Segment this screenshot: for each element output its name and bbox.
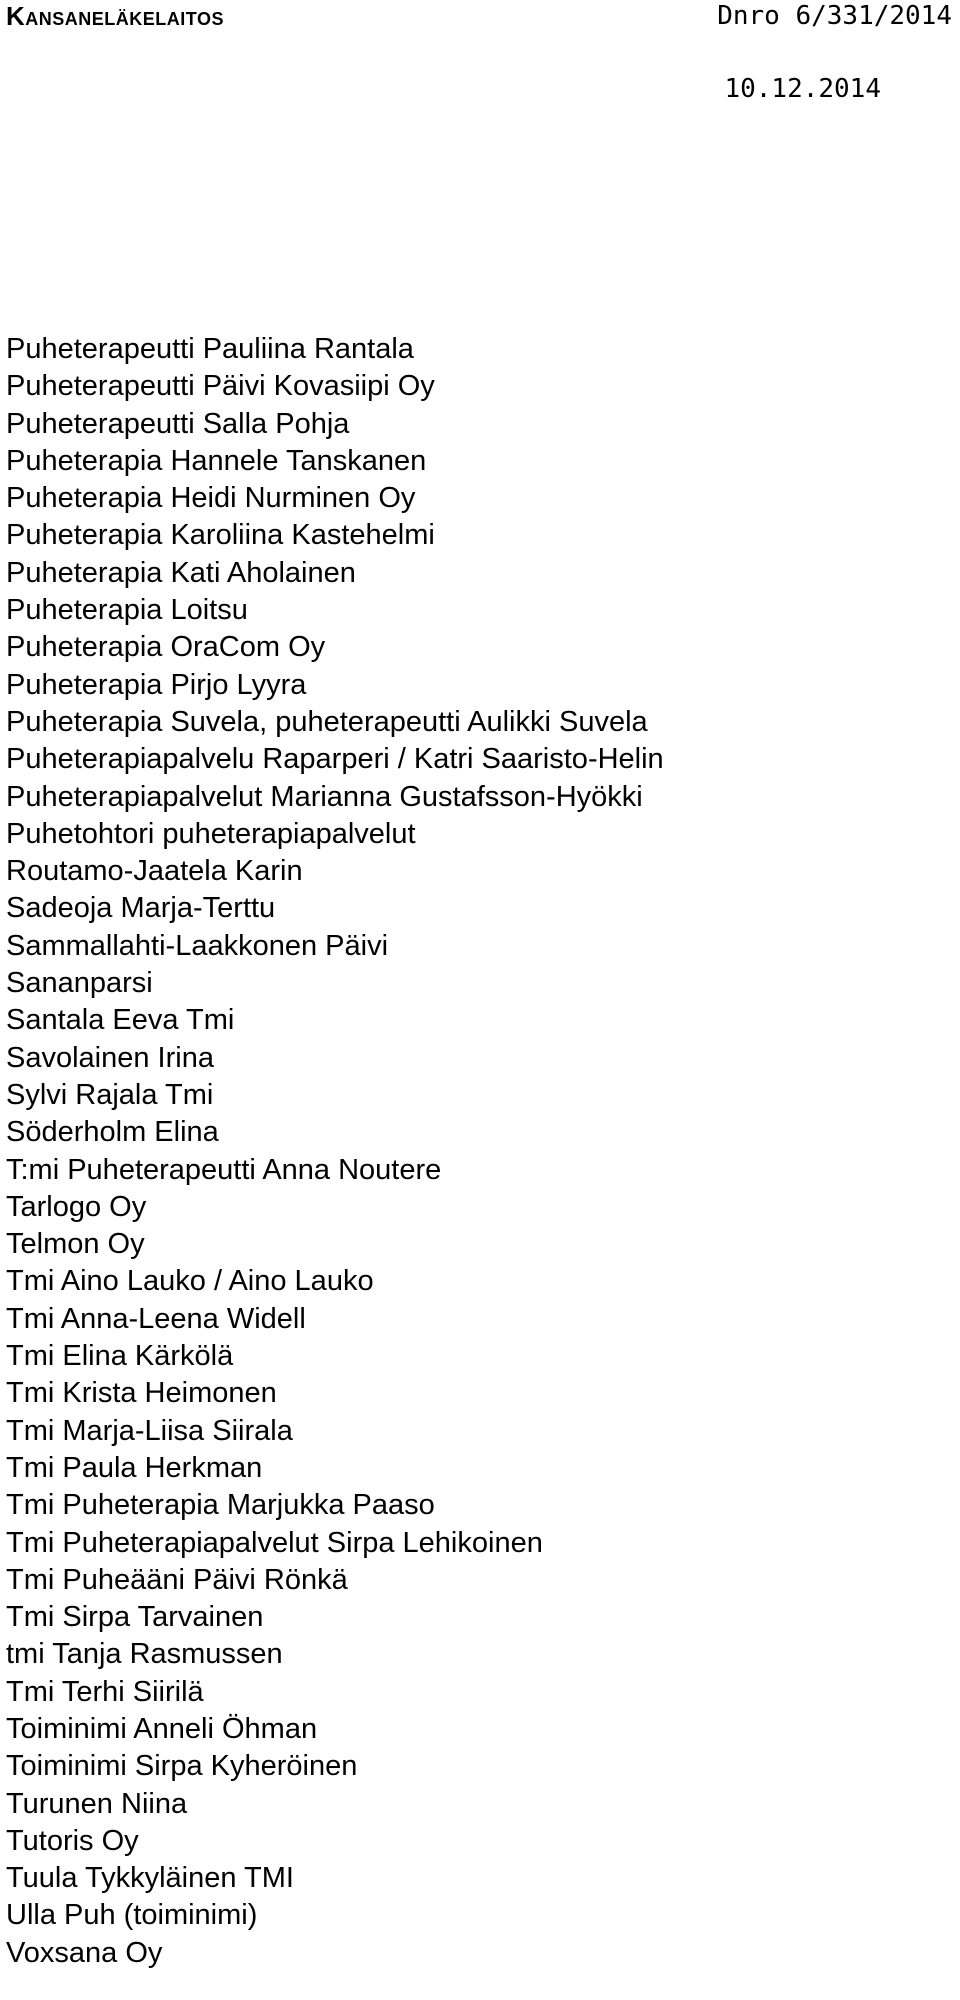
list-item: Tarlogo Oy (6, 1190, 147, 1223)
list-item: Tmi Elina Kärkölä (6, 1340, 234, 1373)
list-item: Tmi Paula Herkman (6, 1451, 263, 1484)
list-item: Tmi Sirpa Tarvainen (6, 1601, 264, 1634)
list-item: Puheterapia Suvela, puheterapeutti Aulikki Suvela (6, 705, 648, 738)
list-item: Tutoris Oy (6, 1824, 139, 1857)
list-item: Tmi Krista Heimonen (6, 1377, 277, 1410)
list-item: Toiminimi Anneli Öhman (6, 1712, 318, 1745)
list-item: Tmi Terhi Siirilä (6, 1675, 204, 1708)
list-item: Voxsana Oy (6, 1936, 163, 1969)
list-item: Ulla Puh (toiminimi) (6, 1899, 258, 1932)
list-item: Puhetohtori puheterapiapalvelut (6, 817, 416, 850)
list-item: Sammallahti-Laakkonen Päivi (6, 929, 389, 962)
list-item: Savolainen Irina (6, 1041, 214, 1074)
list-item: Puheterapeutti Pauliina Rantala (6, 333, 414, 365)
list-item: Puheterapia Karoliina Kastehelmi (6, 519, 435, 552)
list-item: Tmi Puheääni Päivi Rönkä (6, 1563, 348, 1596)
organization-name: Kansaneläkelaitos (6, 1, 224, 31)
list-item: Puheterapia OraCom Oy (6, 631, 326, 664)
list-item: Tmi Puheterapia Marjukka Paaso (6, 1489, 435, 1522)
list-item: Routamo-Jaatela Karin (6, 855, 303, 888)
list-item: tmi Tanja Rasmussen (6, 1638, 283, 1671)
list-item: Puheterapiapalvelut Marianna Gustafsson-Hyökki (6, 780, 643, 813)
document-number: Dnro 6/331/2014 (717, 1, 952, 31)
list-item: Santala Eeva Tmi (6, 1004, 235, 1037)
list-item: Toiminimi Sirpa Kyheröinen (6, 1750, 358, 1783)
list-item: Puheterapiapalvelu Raparperi / Katri Saaristo-Helin (6, 743, 664, 776)
list-item: Puheterapia Loitsu (6, 594, 248, 627)
list-item: Tmi Marja-Liisa Siirala (6, 1414, 293, 1447)
list-item: Turunen Niina (6, 1787, 188, 1820)
list-item: Tmi Puheterapiapalvelut Sirpa Lehikoinen (6, 1526, 543, 1559)
provider-list (6, 331, 664, 1972)
list-item: Sadeoja Marja-Terttu (6, 892, 276, 925)
list-item: Söderholm Elina (6, 1116, 219, 1149)
list-item: Tuula Tykkyläinen TMI (6, 1862, 294, 1895)
list-item: Sananparsi (6, 967, 153, 1000)
list-item: Puheterapeutti Päivi Kovasiipi Oy (6, 370, 435, 403)
list-item: T:mi Puheterapeutti Anna Noutere (6, 1153, 442, 1186)
list-item: Puheterapia Hannele Tanskanen (6, 444, 427, 477)
list-item: Telmon Oy (6, 1228, 145, 1261)
document-date: 10.12.2014 (724, 74, 881, 104)
list-item: Tmi Aino Lauko / Aino Lauko (6, 1265, 374, 1298)
list-item: Puheterapeutti Salla Pohja (6, 407, 350, 440)
list-item: Puheterapia Kati Aholainen (6, 556, 356, 589)
list-item: Tmi Anna-Leena Widell (6, 1302, 306, 1335)
list-item: Puheterapia Pirjo Lyyra (6, 668, 307, 701)
list-item: Sylvi Rajala Tmi (6, 1078, 214, 1111)
list-item: Puheterapia Heidi Nurminen Oy (6, 482, 416, 515)
